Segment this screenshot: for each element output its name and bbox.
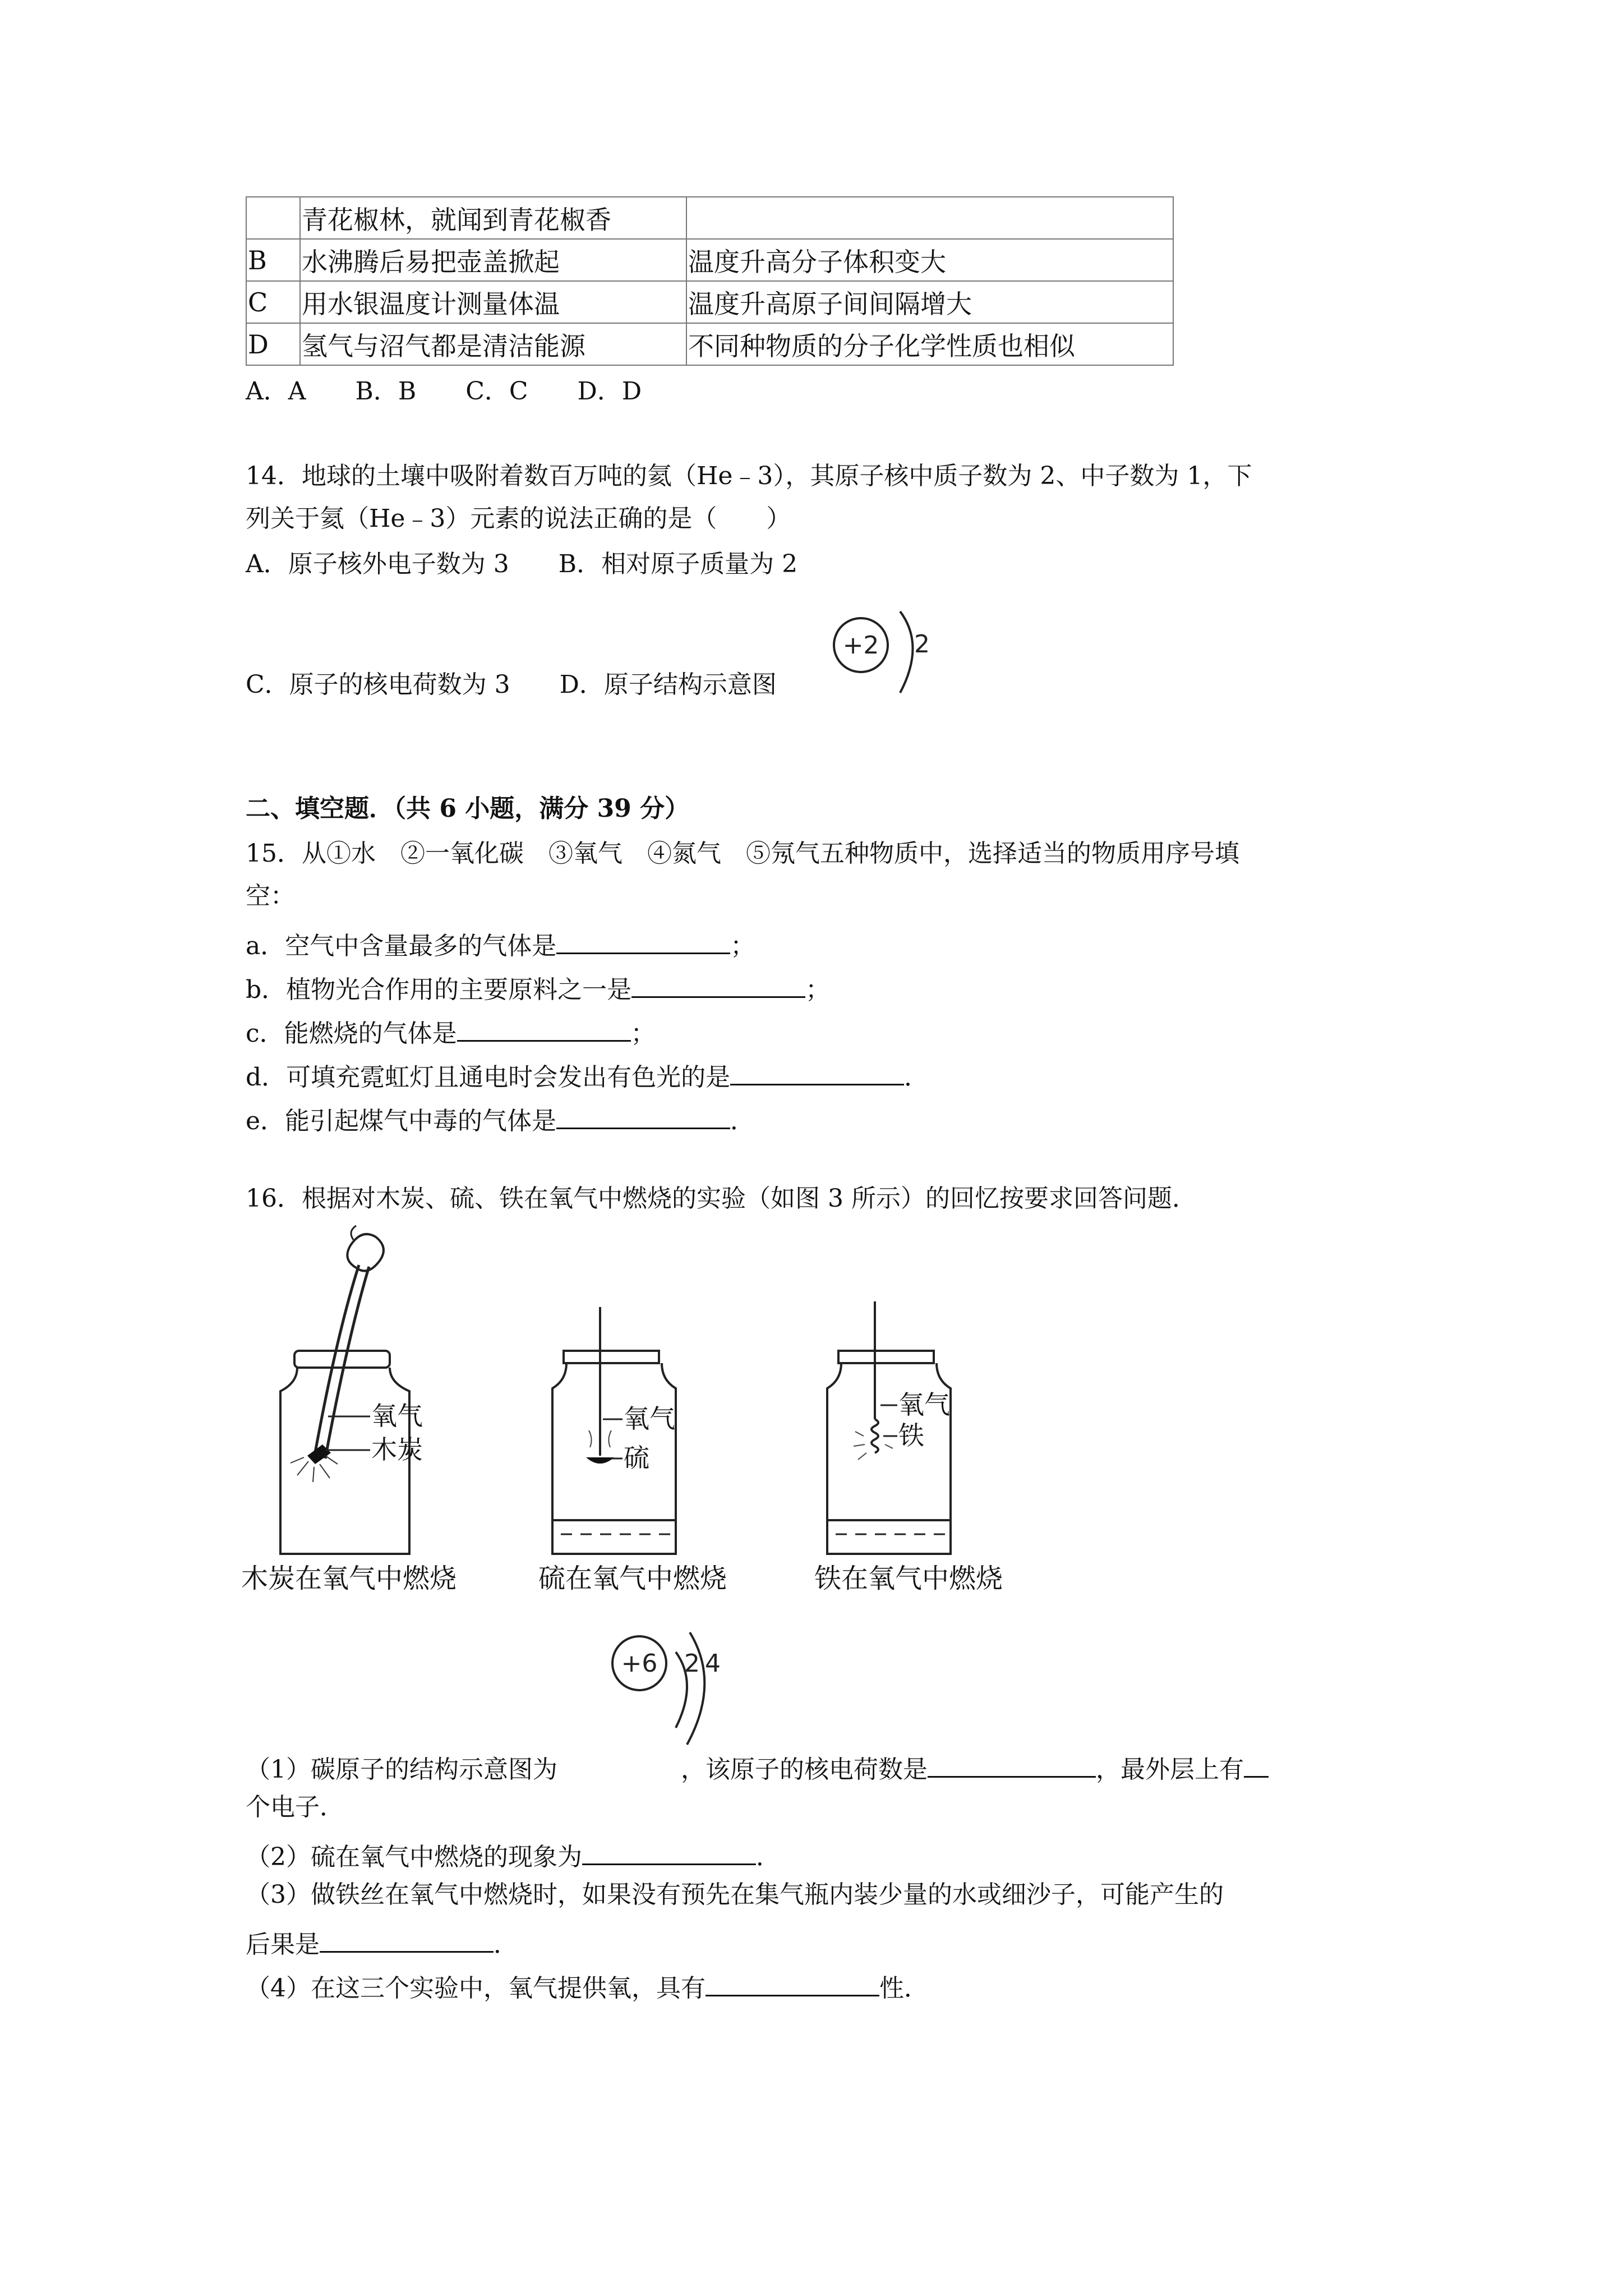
q14-option-cd: C．原子的核电荷数为 3 D．原子结构示意图 bbox=[246, 670, 777, 699]
label-oxygen: 氧气 bbox=[624, 1404, 675, 1434]
item-text: c．能燃烧的气体是 bbox=[246, 1019, 457, 1048]
carbon-nucleus-label: +6 bbox=[621, 1649, 658, 1678]
answer-blank[interactable] bbox=[631, 972, 805, 998]
part-text: （2）硫在氧气中燃烧的现象为 bbox=[246, 1843, 582, 1871]
row-fact: 氢气与沼气都是清洁能源 bbox=[300, 323, 686, 365]
answer-blank[interactable] bbox=[457, 1015, 631, 1042]
carbon-shell1-label: 2 bbox=[684, 1649, 700, 1678]
answer-blank[interactable] bbox=[320, 1926, 494, 1953]
table-row bbox=[246, 197, 1173, 239]
row-explanation: 不同种物质的分子化学性质也相似 bbox=[686, 323, 1173, 365]
q15-item-b bbox=[246, 972, 830, 1002]
q15-item-c bbox=[246, 1015, 656, 1046]
row-label bbox=[246, 197, 300, 239]
q15-stem-line1: 15．从①水 ②一氧化碳 ③氧气 ④氮气 ⑤氖气五种物质中，选择适当的物质用序号填 bbox=[246, 839, 1239, 868]
part-text: ，该原子的核电荷数是 bbox=[681, 1755, 928, 1784]
row-label: D bbox=[246, 323, 300, 365]
part-text: ，最外层上有 bbox=[1096, 1755, 1244, 1784]
helium-atom-diagram bbox=[830, 609, 942, 704]
caption-charcoal: 木炭在氧气中燃烧 bbox=[241, 1563, 457, 1594]
row-explanation: 温度升高分子体积变大 bbox=[686, 239, 1173, 281]
q16-part4 bbox=[246, 1970, 929, 2001]
combustion-figure bbox=[241, 1223, 1094, 1593]
q15-item-a bbox=[246, 928, 755, 959]
sulfur-spoon-icon bbox=[586, 1457, 614, 1464]
iron-experiment bbox=[814, 1301, 1003, 1594]
caption-sulfur: 硫在氧气中燃烧 bbox=[538, 1563, 727, 1594]
row-label: B bbox=[246, 239, 300, 281]
helium-shell1-label: 2 bbox=[914, 630, 930, 659]
part-text: 后果是 bbox=[246, 1930, 320, 1959]
part-end: 性． bbox=[879, 1974, 929, 2003]
table-row bbox=[246, 239, 1173, 281]
answer-blank[interactable] bbox=[928, 1751, 1096, 1778]
answer-blank[interactable] bbox=[556, 1103, 730, 1129]
label-oxygen: 氧气 bbox=[371, 1401, 423, 1431]
label-charcoal: 木炭 bbox=[371, 1434, 423, 1465]
row-explanation bbox=[686, 197, 1173, 239]
table-row bbox=[246, 323, 1173, 365]
item-text: b．植物光合作用的主要原料之一是 bbox=[246, 976, 632, 1004]
label-iron: 铁 bbox=[898, 1420, 924, 1451]
answer-blank[interactable] bbox=[730, 1059, 904, 1085]
item-end: ； bbox=[730, 932, 755, 960]
q16-part1-line2: 个电子． bbox=[246, 1793, 344, 1821]
part-text: （1）碳原子的结构示意图为 bbox=[246, 1755, 557, 1784]
item-end: ． bbox=[730, 1107, 755, 1135]
row-fact: 用水银温度计测量体温 bbox=[300, 281, 686, 323]
q13-choices: A．A B．B C．C D．D bbox=[246, 377, 642, 406]
charcoal-experiment bbox=[241, 1226, 457, 1594]
q15-stem-line2: 空： bbox=[246, 882, 295, 910]
item-text: e．能引起煤气中毒的气体是 bbox=[246, 1107, 557, 1135]
q16-part2 bbox=[246, 1839, 781, 1870]
item-text: d．可填充霓虹灯且通电时会发出有色光的是 bbox=[246, 1063, 731, 1092]
q14-option-ab: A．原子核外电子数为 3 B．相对原子质量为 2 bbox=[246, 550, 798, 578]
carbon-atom-diagram bbox=[608, 1630, 737, 1750]
item-end: ； bbox=[805, 976, 831, 1004]
q16-part3-line1: （3）做铁丝在氧气中燃烧时，如果没有预先在集气瓶内装少量的水或细沙子，可能产生的 bbox=[246, 1880, 1224, 1909]
item-end: ． bbox=[904, 1063, 929, 1092]
sulfur-experiment bbox=[538, 1307, 727, 1594]
q16-part3-line2 bbox=[246, 1926, 518, 1957]
q13-option-table bbox=[246, 196, 1174, 366]
row-fact: 水沸腾后易把壶盖掀起 bbox=[300, 239, 686, 281]
helium-nucleus-label: +2 bbox=[842, 631, 879, 660]
q16-part1-line1 bbox=[246, 1751, 1269, 1782]
row-explanation: 温度升高原子间间隔增大 bbox=[686, 281, 1173, 323]
caption-iron: 铁在氧气中燃烧 bbox=[814, 1563, 1003, 1594]
q15-item-d bbox=[246, 1059, 929, 1090]
table-row bbox=[246, 281, 1173, 323]
q15-item-e bbox=[246, 1103, 755, 1134]
row-fact: 青花椒林，就闻到青花椒香 bbox=[300, 197, 686, 239]
iron-wire-icon bbox=[872, 1419, 878, 1453]
item-end: ； bbox=[630, 1019, 656, 1048]
q16-stem: 16．根据对木炭、硫、铁在氧气中燃烧的实验（如图 3 所示）的回忆按要求回答问题． bbox=[246, 1184, 1197, 1213]
label-sulfur: 硫 bbox=[624, 1443, 649, 1473]
answer-blank[interactable] bbox=[1244, 1751, 1269, 1778]
part-text: （4）在这三个实验中，氧气提供氧，具有 bbox=[246, 1974, 706, 2003]
item-text: a．空气中含量最多的气体是 bbox=[246, 932, 557, 960]
q14-stem-line2: 列关于氦（He﹣3）元素的说法正确的是（ ） bbox=[246, 504, 791, 533]
answer-blank[interactable] bbox=[556, 928, 730, 954]
part-end: ． bbox=[494, 1930, 518, 1959]
row-label: C bbox=[246, 281, 300, 323]
section-heading: 二、填空题．（共 6 小题，满分 39 分） bbox=[246, 794, 690, 823]
answer-blank[interactable] bbox=[582, 1839, 756, 1865]
carbon-shell2-label: 4 bbox=[705, 1649, 721, 1678]
label-oxygen: 氧气 bbox=[898, 1389, 950, 1420]
answer-blank[interactable] bbox=[706, 1970, 879, 1996]
tongs-icon bbox=[314, 1265, 359, 1458]
part-end: ． bbox=[756, 1843, 781, 1871]
q14-stem-line1: 14．地球的土壤中吸附着数百万吨的氦（He﹣3），其原子核中质子数为 2、中子数为 1，下 bbox=[246, 462, 1252, 490]
